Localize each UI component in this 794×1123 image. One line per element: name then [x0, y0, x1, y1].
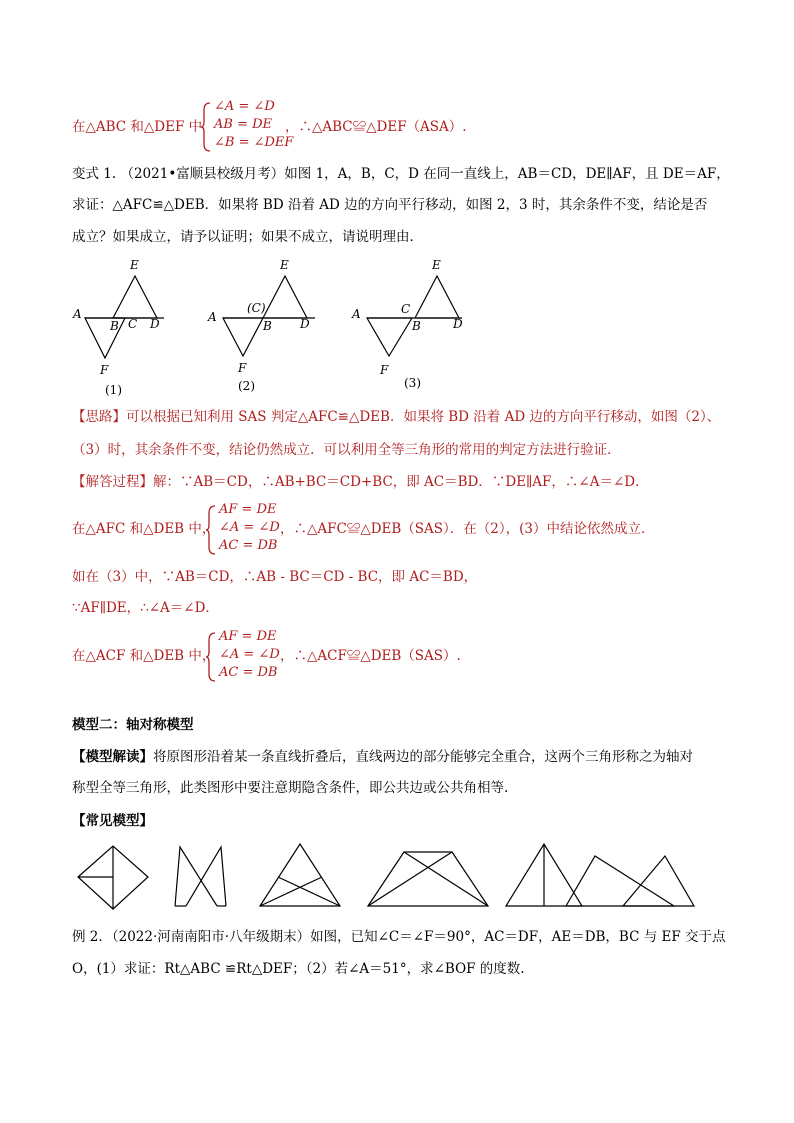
solution-suffix-5: ，∴△ACF≌△DEB（SAS）.	[280, 648, 461, 664]
model-fig-3	[260, 844, 340, 906]
system-row: AB = DE	[214, 117, 273, 132]
label-B: B	[412, 319, 421, 333]
system-row: ∠A = ∠D	[219, 647, 280, 662]
variant-line-1: 变式 1. （2021•富顺县校级月考）如图 1，A，B，C，D 在同一直线上，AB＝CD，DE∥AF，且 DE＝AF，	[72, 166, 730, 182]
model2-interp-text-1: 将原图形沿着某一条直线折叠后，直线两边的部分能够完全重合，这两个三角形称之为轴对	[153, 749, 693, 765]
figure-2	[207, 258, 315, 393]
variant-figures	[60, 250, 500, 400]
label-E: E	[130, 258, 139, 272]
label-D: D	[453, 317, 463, 331]
caption-2: (2)	[238, 379, 255, 393]
label-C: C	[401, 302, 411, 316]
caption-3: (3)	[404, 376, 421, 390]
model2-interp-line-1	[72, 747, 693, 767]
model2-interp-tag: 【模型解读】	[72, 749, 153, 765]
system-row: ∠B = ∠DEF	[214, 135, 294, 150]
label-F: F	[380, 363, 389, 377]
solution-line-3: 如在（3）中，∵AB＝CD，∴AB - BC＝CD - BC，即 AC＝BD，	[72, 569, 478, 585]
system-row: AF = DE	[219, 502, 277, 517]
example2-line-1: 例 2．（2022·河南南阳市·八年级期末）如图，已知∠C＝∠F＝90°，AC＝DF，AE＝DB，BC 与 EF 交于点	[72, 929, 726, 945]
block1-prefix: 在△ABC 和△DEF 中	[72, 119, 203, 135]
solution-tag: 【解答过程】	[72, 474, 153, 490]
model-fig-2	[175, 847, 226, 906]
model2-common-title: 【常见模型】	[72, 813, 153, 829]
solution-text-1: 解：∵AB＝CD，∴AB+BC＝CD+BC，即 AC＝BD．∵DE∥AF，∴∠A＝∠D．	[153, 474, 649, 490]
label-C: (C)	[247, 301, 266, 315]
model2-title: 模型二：轴对称模型	[72, 717, 194, 733]
label-A: A	[208, 310, 217, 324]
system-row: ∠A = ∠D	[214, 99, 275, 114]
brace-icon	[205, 632, 217, 682]
label-A: A	[73, 307, 82, 321]
brace-icon	[205, 505, 217, 555]
solution-prefix-2: 在△AFC 和△DEB 中，	[72, 521, 216, 537]
system-row: ∠A = ∠D	[219, 520, 280, 535]
label-E: E	[280, 258, 289, 272]
example2-line-2: O，(1）求证：Rt△ABC ≌Rt△DEF；（2）若∠A＝51°，求∠BOF 的度数.	[72, 961, 525, 977]
block1-suffix: ，∴△ABC≌△DEF（ASA）.	[285, 119, 467, 135]
model-fig-6	[566, 856, 694, 906]
idea-text-1: 可以根据已知利用 SAS 判定△AFC≌△DEB．如果将 BD 沿着 AD 边的方向平行移动，如图（2）、	[126, 409, 721, 425]
idea-line-1	[72, 407, 720, 427]
label-B: B	[263, 319, 272, 333]
label-E: E	[432, 258, 441, 272]
label-A: A	[352, 307, 361, 321]
caption-1: (1)	[105, 383, 122, 397]
solution-prefix-5: 在△ACF 和△DEB 中，	[72, 648, 216, 664]
model-fig-5	[506, 844, 582, 906]
system-row: AC = DB	[219, 665, 278, 680]
label-D: D	[150, 317, 160, 331]
system-row: AC = DB	[219, 538, 278, 553]
figure-3	[351, 258, 463, 390]
solution-line-4: ∵AF∥DE，∴∠A＝∠D．	[72, 600, 219, 616]
label-B: B	[110, 319, 119, 333]
idea-line-2: （3）时，其余条件不变，结论仍然成立．可以利用全等三角形的常用的判定方法进行验证．	[72, 442, 621, 458]
model2-interp-line-2: 称型全等三角形，此类图形中要注意期隐含条件，即公共边或公共角相等.	[72, 780, 509, 796]
label-D: D	[300, 317, 310, 331]
common-model-figures	[70, 840, 710, 912]
label-F: F	[100, 363, 109, 377]
system-row: AF = DE	[219, 629, 277, 644]
figure-1	[72, 258, 164, 397]
label-F: F	[238, 361, 247, 375]
brace-icon	[200, 102, 212, 152]
label-C: C	[128, 317, 138, 331]
solution-line-1	[72, 472, 649, 492]
variant-line-3: 成立？如果成立，请予以证明；如果不成立，请说明理由．	[72, 229, 423, 245]
idea-tag: 【思路】	[72, 409, 126, 425]
variant-line-2: 求证：△AFC≌△DEB．如果将 BD 沿着 AD 边的方向平行移动，如图 2，3 时，其余条件不变，结论是否	[72, 197, 708, 213]
model-fig-4	[368, 852, 488, 906]
solution-suffix-2: ，∴△AFC≌△DEB（SAS）．在（2），(3）中结论依然成立．	[280, 521, 655, 537]
